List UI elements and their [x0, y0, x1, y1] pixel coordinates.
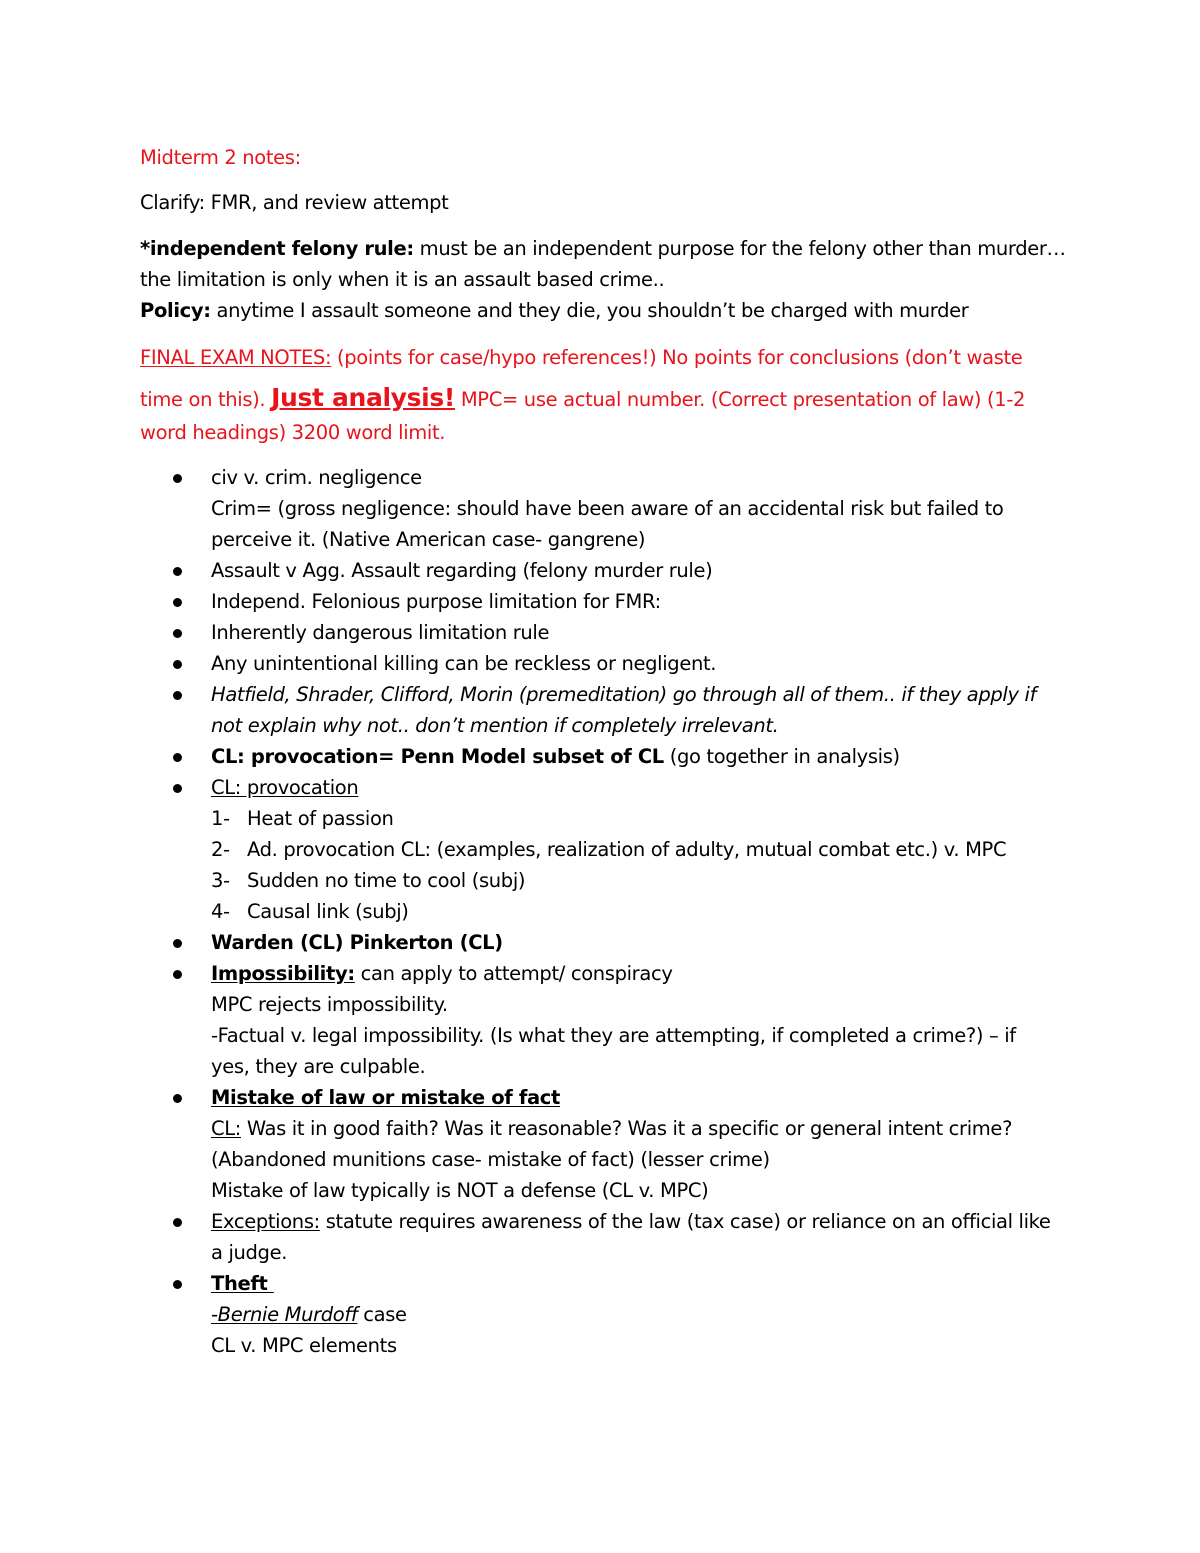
list-item-continued: -Factual v. legal impossibility. (Is what they are attempting, if completed a crime?) – if [211, 1024, 1016, 1047]
list-item: Independ. Felonious purpose limitation for FMR: [211, 590, 661, 613]
bernie-murdoff-ref: -Bernie Murdoff [211, 1303, 358, 1326]
sub-number: 3- [211, 869, 230, 892]
bullet-icon [173, 753, 182, 762]
provocation-bold: CL: provocation= Penn Model subset of CL [211, 745, 664, 768]
list-item: Warden (CL) Pinkerton (CL) [211, 931, 503, 954]
just-analysis-emphasis: Just analysis! [271, 383, 455, 412]
exceptions-label: Exceptions: [211, 1210, 320, 1233]
final-exam-label: FINAL EXAM NOTES: [140, 346, 332, 369]
cl-questions: Was it in good faith? Was it reasonable? Was it a specific or general intent crime? [241, 1117, 1013, 1140]
ifr-text2: the limitation is only when it is an assault based crime.. [140, 268, 665, 291]
list-item [211, 1210, 1051, 1234]
final-exam-line3: word headings) 3200 word limit. [140, 421, 446, 444]
sub-item: Sudden no time to cool (subj) [247, 869, 526, 892]
bullet-icon [173, 784, 182, 793]
list-item-continued: Mistake of law typically is NOT a defense (CL v. MPC) [211, 1179, 709, 1202]
final-exam-line1-rest: (points for case/hypo references!) No points for conclusions (don’t waste [331, 346, 1023, 369]
list-item-continued: a judge. [211, 1241, 288, 1264]
ifr-label: *independent felony rule: [140, 237, 414, 260]
sub-item: Heat of passion [247, 807, 394, 830]
bullet-icon [173, 970, 182, 979]
clarify-line: Clarify: FMR, and review attempt [140, 191, 449, 214]
impossibility-rest: can apply to attempt/ conspiracy [354, 962, 673, 985]
bullet-icon [173, 1280, 182, 1289]
list-item: Any unintentional killing can be reckless or negligent. [211, 652, 717, 675]
sub-item: Ad. provocation CL: (examples, realization of adulty, mutual combat etc.) v. MPC [247, 838, 1007, 861]
case-suffix: case [357, 1303, 407, 1326]
list-item-continued: Crim= (gross negligence: should have been aware of an accidental risk but failed to [211, 497, 1004, 520]
list-item: civ v. crim. negligence [211, 466, 422, 489]
sub-item: Causal link (subj) [247, 900, 409, 923]
sub-number: 1- [211, 807, 230, 830]
bullet-icon [173, 691, 182, 700]
exceptions-rest: statute requires awareness of the law (tax case) or reliance on an official like [319, 1210, 1051, 1233]
cl-label: CL: [211, 1117, 241, 1140]
bullet-icon [173, 939, 182, 948]
sub-number: 2- [211, 838, 230, 861]
list-item-continued: not explain why not.. don’t mention if completely irrelevant. [211, 714, 779, 737]
final-exam-line1 [140, 346, 1022, 370]
list-item: CL: provocation [211, 776, 359, 799]
list-item-continued [211, 1117, 1012, 1141]
bullet-icon [173, 567, 182, 576]
sub-number: 4- [211, 900, 230, 923]
list-item-continued: yes, they are culpable. [211, 1055, 426, 1078]
policy-text: anytime I assault someone and they die, you shouldn’t be charged with murder [210, 299, 969, 322]
final-exam-line2 [140, 383, 1026, 412]
list-item: Mistake of law or mistake of fact [211, 1086, 560, 1109]
bullet-icon [173, 474, 182, 483]
ifr-text1: must be an independent purpose for the felony other than murder… [413, 237, 1066, 260]
bullet-icon [173, 1094, 182, 1103]
list-item [211, 962, 673, 986]
independent-felony-rule-line1 [140, 237, 1066, 261]
final-exam-line2-a: time on this). [140, 388, 272, 411]
list-item: Hatfield, Shrader, Clifford, Morin (premeditation) go through all of them.. if they apply if [211, 683, 1037, 706]
list-item-continued [211, 1303, 407, 1327]
policy-label: Policy: [140, 299, 211, 322]
list-item: Inherently dangerous limitation rule [211, 621, 550, 644]
notes-heading: Midterm 2 notes: [140, 146, 301, 169]
policy-line [140, 299, 968, 323]
impossibility-label: Impossibility: [211, 962, 355, 985]
list-item-continued: perceive it. (Native American case- gangrene) [211, 528, 646, 551]
provocation-rest: (go together in analysis) [663, 745, 900, 768]
list-item: Theft [211, 1272, 274, 1295]
bullet-icon [173, 598, 182, 607]
final-exam-line2-b: MPC= use actual number. (Correct presentation of law) (1-2 [454, 388, 1026, 411]
list-item-continued: CL v. MPC elements [211, 1334, 397, 1357]
list-item-continued: (Abandoned munitions case- mistake of fact) (lesser crime) [211, 1148, 770, 1171]
list-item: Assault v Agg. Assault regarding (felony murder rule) [211, 559, 713, 582]
bullet-icon [173, 1218, 182, 1227]
bullet-icon [173, 629, 182, 638]
list-item-continued: MPC rejects impossibility. [211, 993, 448, 1016]
bullet-icon [173, 660, 182, 669]
list-item [211, 745, 900, 769]
